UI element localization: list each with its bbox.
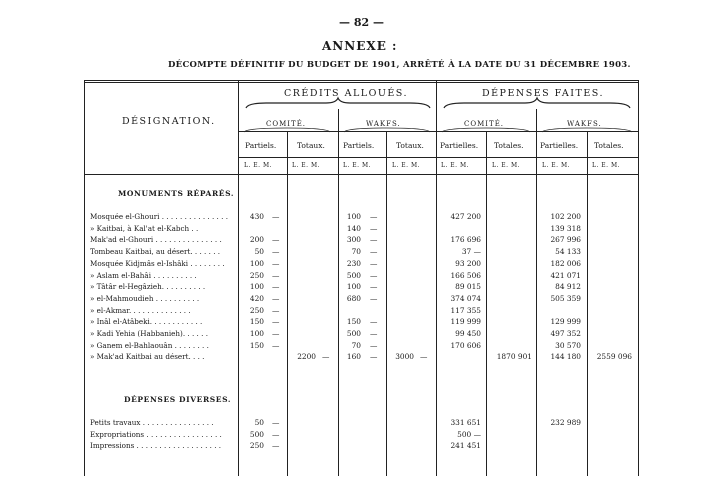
cell-dw-part: 129 999 [550,317,581,326]
cell-dc-part: 119 999 [450,317,481,326]
row-label: » Mak'ad Kaitbai au désert. . . . [90,352,205,361]
cell-c-part: 150 [249,341,264,350]
credits-header: CRÉDITS ALLOUÉS. [284,88,408,99]
cell-millieme: — [370,247,378,256]
cell-millieme: — [272,212,280,221]
cell-c-part: 100 [249,329,264,338]
credits-comite-brace [244,127,330,133]
row-label: Expropriations . . . . . . . . . . . . . . . . . [90,430,222,439]
depenses-comite-totales: Totales. [494,141,524,150]
credits-comite-partiels: Partiels. [245,141,277,150]
cell-millieme: — [370,317,378,326]
cell-millieme: — [370,294,378,303]
units-label: L. E. M. [492,162,521,169]
table-right-rule [638,80,639,476]
units-label: L. E. M. [441,162,470,169]
row-label: » Kadi Yehia (Habbanieh). . . . . . [90,329,208,338]
units-label: L. E. M. [292,162,321,169]
col-rule-credit-wakfs-tot [386,131,387,476]
cell-c-part: 250 [249,271,264,280]
cell-dw-part: 421 071 [550,271,581,280]
depenses-header: DÉPENSES FAITES. [482,88,605,99]
page-number: — 82 — [339,16,384,29]
depenses-wakfs-totales: Totales. [594,141,624,150]
annexe-title: ANNEXE : [322,39,398,53]
cell-millieme: — [370,329,378,338]
row-label: » Kaitbai, à Kal'at el-Kabch . . [90,224,199,233]
table-top-rule-double [84,82,639,83]
cell-dw-part: 182 006 [550,259,581,268]
depenses-wakfs-header: WAKFS. [567,120,602,128]
units-label: L. E. M. [343,162,372,169]
cell-millieme: — [322,352,330,361]
cell-w-part: 300 [346,235,361,244]
units-label: L. E. M. [392,162,421,169]
cell-millieme: — [272,247,280,256]
cell-w-part: 100 [346,212,361,221]
cell-w-part: 160 [346,352,361,361]
table-left-rule [84,80,85,476]
credits-brace [246,98,430,112]
cell-dc-part: 374 074 [450,294,481,303]
section-title: MONUMENTS RÉPARÉS. [118,189,235,198]
cell-millieme: — [272,235,280,244]
cell-w-part: 70 [351,341,361,350]
row-label: » Aslam el-Bahâi . . . . . . . . . . [90,271,197,280]
cell-dc-part: 93 200 [455,259,481,268]
cell-w-part: 230 [346,259,361,268]
cell-millieme: — [272,271,280,280]
cell-dc-part: 241 451 [450,441,481,450]
cell-dc-part: 166 506 [450,271,481,280]
col-rule-dep-wakfs-tot [587,131,588,476]
depenses-comite-brace [442,127,530,133]
cell-c-part: 100 [249,282,264,291]
row-label: Mosquée Kidjmâs el-Ishâki . . . . . . . . [90,259,225,268]
cell-dc-part: 170 606 [450,341,481,350]
cell-dc-part: 427 200 [450,212,481,221]
col-rule-credit-comite [287,131,288,476]
cell-dw-part: 232 989 [550,418,581,427]
row-label: Tombeau Kaitbai, au désert. . . . . . . [90,247,221,256]
cell-millieme: — [272,282,280,291]
cell-dc-part: 176 696 [450,235,481,244]
cell-c-part: 250 [249,441,264,450]
cell-c-part: 150 [249,317,264,326]
credits-comite-header: COMITÉ. [266,120,307,128]
cell-c-part: 500 [249,430,264,439]
cell-dc-part: 500 — [457,430,481,439]
units-rule [238,157,638,158]
col-rule-dep-comite [486,131,487,476]
col-rule-dep-wakfs [536,109,537,476]
cell-c-part: 50 [254,418,264,427]
cell-c-part: 430 [249,212,264,221]
cell-millieme: — [370,341,378,350]
cell-dc-part: 89 015 [455,282,481,291]
cell-c-part: 100 [249,259,264,268]
credits-wakfs-header: WAKFS. [366,120,401,128]
row-label: » el-Mahmoudieh . . . . . . . . . . [90,294,200,303]
row-label: Mosquée el-Ghouri . . . . . . . . . . . . . . . [90,212,228,221]
cell-millieme: — [370,282,378,291]
row-label: » Tâtâr el-Hegâzieh. . . . . . . . . . [90,282,206,291]
depenses-wakfs-brace [542,127,632,133]
col-rule-designation [238,80,239,476]
cell-dc-part: 37 — [461,247,481,256]
cell-millieme: — [272,317,280,326]
header-bottom-rule [84,174,639,175]
cell-w-part: 100 [346,282,361,291]
cell-millieme: — [272,441,280,450]
cell-c-part: 420 [249,294,264,303]
cell-dw-part: 139 318 [550,224,581,233]
units-label: L. E. M. [542,162,571,169]
units-label: L. E. M. [592,162,621,169]
cell-dw-part: 144 180 [550,352,581,361]
cell-millieme: — [370,352,378,361]
row-label: » el-Akmar. . . . . . . . . . . . . . [90,306,191,315]
table-top-rule [84,80,639,81]
cell-millieme: — [272,418,280,427]
cell-dw-part: 102 200 [550,212,581,221]
cell-dc-tot: 1870 901 [496,352,532,361]
cell-dw-part: 84 912 [555,282,581,291]
cell-dc-part: 99 450 [455,329,481,338]
row-label: » Ganem el-Bahlaouân . . . . . . . . [90,341,209,350]
cell-millieme: — [272,341,280,350]
cell-millieme: — [272,430,280,439]
cell-dc-part: 331 651 [450,418,481,427]
cell-millieme: — [272,259,280,268]
cell-dw-part: 30 570 [555,341,581,350]
cell-w-part: 70 [351,247,361,256]
depenses-brace [444,98,630,112]
cell-c-part: 200 [249,235,264,244]
cell-w-part: 140 [346,224,361,233]
cell-millieme: — [370,224,378,233]
depenses-wakfs-partielles: Partielles. [540,141,579,150]
cell-dw-part: 505 359 [550,294,581,303]
row-label: » Inâl el-Atâbeki. . . . . . . . . . . . [90,317,203,326]
cell-w-part: 680 [346,294,361,303]
cell-millieme: — [272,306,280,315]
document-subtitle: DÉCOMPTE DÉFINITIF DU BUDGET DE 1901, ARRÊTÉ À LA DATE DU 31 DÉCEMBRE 1903. [168,60,631,70]
row-label: Impressions . . . . . . . . . . . . . . . . . . . [90,441,222,450]
credits-wakfs-partiels: Partiels. [343,141,375,150]
cell-millieme: — [272,329,280,338]
cell-dw-part: 267 996 [550,235,581,244]
cell-w-tot: 3000 [395,352,414,361]
cell-dw-part: 497 352 [550,329,581,338]
depenses-comite-header: COMITÉ. [464,120,505,128]
cell-millieme: — [420,352,428,361]
row-label: Mak'ad el-Ghouri . . . . . . . . . . . . . . . [90,235,222,244]
section-title: DÉPENSES DIVERSES. [124,395,232,404]
cell-dw-part: 54 133 [555,247,581,256]
credits-wakfs-brace [344,127,430,133]
cell-c-tot: 2200 [297,352,316,361]
cell-dw-tot: 2559 096 [596,352,632,361]
cell-c-part: 250 [249,306,264,315]
cell-millieme: — [272,294,280,303]
cell-millieme: — [370,212,378,221]
cell-w-part: 500 [346,329,361,338]
designation-header: DÉSIGNATION. [122,116,216,127]
credits-wakfs-totaux: Totaux. [396,141,424,150]
cell-c-part: 50 [254,247,264,256]
col-rule-credit-wakfs [338,109,339,476]
cell-millieme: — [370,259,378,268]
cell-dc-part: 117 355 [450,306,481,315]
col-rule-depenses [436,80,437,476]
cell-w-part: 500 [346,271,361,280]
depenses-comite-partielles: Partielles. [440,141,479,150]
cell-millieme: — [370,271,378,280]
row-label: Petits travaux . . . . . . . . . . . . . . . . [90,418,214,427]
cell-millieme: — [370,235,378,244]
cell-w-part: 150 [346,317,361,326]
credits-comite-totaux: Totaux. [297,141,325,150]
units-label: L. E. M. [244,162,273,169]
